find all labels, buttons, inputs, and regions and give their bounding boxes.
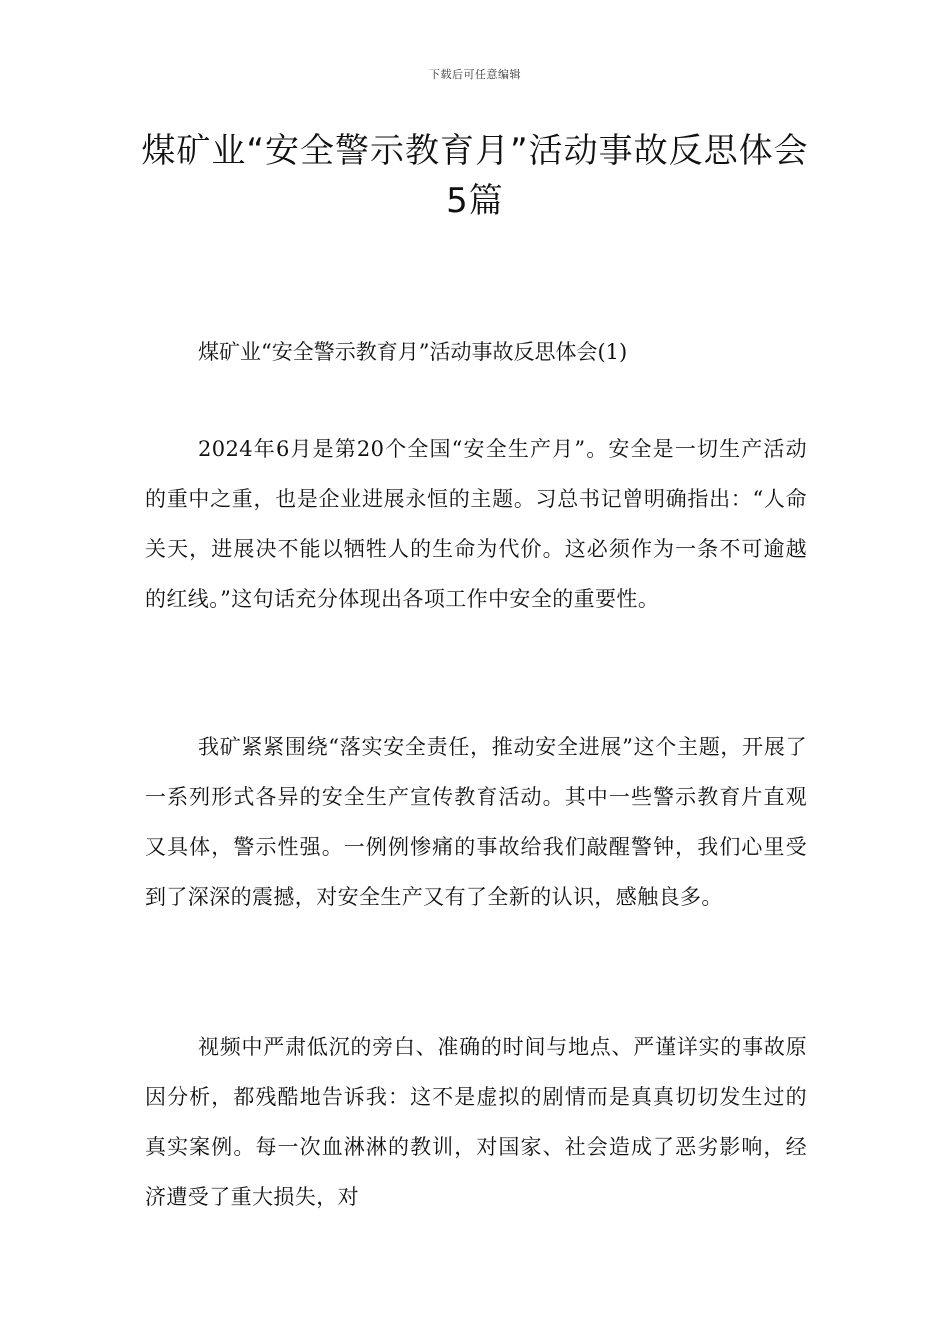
- header-note: 下载后可任意编辑: [429, 68, 521, 81]
- paragraph-2: 我矿紧紧围绕“落实安全责任，推动安全进展”这个主题，开展了一系列形式各异的安全生产宣传教育活动。其中一些警示教育片直观又具体，警示性强。一例例惨痛的事故给我们敲醒警钟，我们心里受到了深深的震撼，对安全生产又有了全新的认识，感触良多。: [145, 735, 807, 909]
- paragraph-1: 2024年6月是第20个全国“安全生产月”。安全是一切生产活动的重中之重，也是企业进展永恒的主题。习总书记曾明确指出：“人命关天，进展决不能以牺牲人的生命为代价。这必须作为一条不可逾越的红线。”这句话充分体现出各项工作中安全的重要性。: [145, 437, 807, 611]
- document-title: 煤矿业“安全警示教育月”活动事故反思体会5篇: [141, 131, 809, 221]
- paragraph-3: 视频中严肃低沉的旁白、准确的时间与地点、严谨详实的事故原因分析，都残酷地告诉我：这不是虚拟的剧情而是真真切切发生过的真实案例。每一次血淋淋的教训，对国家、社会造成了恶劣影响，经济遭受了重大损失，对: [145, 1035, 807, 1209]
- section-subtitle: 煤矿业“安全警示教育月”活动事故反思体会(1): [198, 340, 628, 364]
